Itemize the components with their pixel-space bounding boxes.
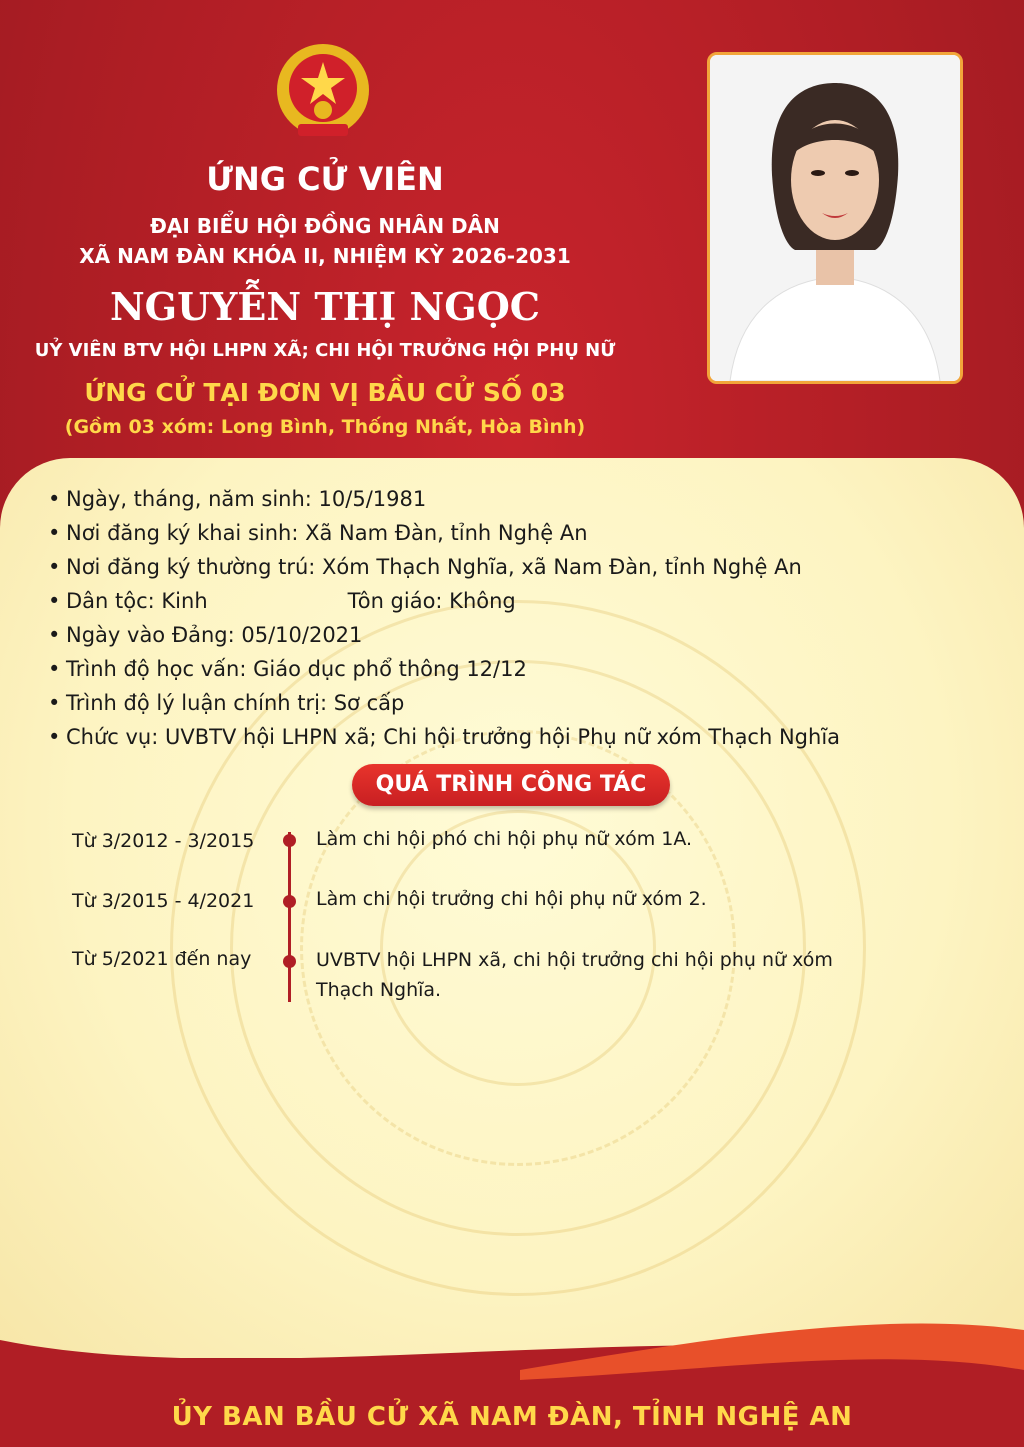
poster-title: ỨNG CỬ VIÊN xyxy=(206,160,444,198)
footer-committee: ỦY BAN BẦU CỬ XÃ NAM ĐÀN, TỈNH NGHỆ AN xyxy=(171,1402,853,1432)
timeline-dot xyxy=(283,834,296,847)
national-emblem-icon xyxy=(268,38,378,148)
info-item-ethnicity-religion: • Dân tộc: Kinh Tôn giáo: Không xyxy=(48,589,516,613)
timeline-description: UVBTV hội LHPN xã, chi hội trưởng chi hội phụ nữ xóm Thạch Nghĩa. xyxy=(316,949,833,1001)
constituency: ỨNG CỬ TẠI ĐƠN VỊ BẦU CỬ SỐ 03 xyxy=(84,378,566,407)
info-item-education: • Trình độ học vấn: Giáo dục phổ thông 12/12 xyxy=(48,657,527,681)
info-item-political-theory: • Trình độ lý luận chính trị: Sơ cấp xyxy=(48,691,405,715)
timeline-description: Làm chi hội phó chi hội phụ nữ xóm 1A. xyxy=(316,828,693,850)
info-item-party-join: • Ngày vào Đảng: 05/10/2021 xyxy=(48,623,363,647)
timeline-description: Làm chi hội trưởng chi hội phụ nữ xóm 2. xyxy=(316,888,707,910)
timeline-period: Từ 5/2021 đến nay xyxy=(72,948,252,970)
timeline-dot xyxy=(283,895,296,908)
info-item-residence: • Nơi đăng ký thường trú: Xóm Thạch Nghĩa, xã Nam Đàn, tỉnh Nghệ An xyxy=(48,555,802,579)
candidate-photo xyxy=(707,52,963,384)
timeline-dot xyxy=(283,955,296,968)
poster-subtitle-line1: ĐẠI BIỂU HỘI ĐỒNG NHÂN DÂN xyxy=(150,214,500,238)
ethnicity: Dân tộc: Kinh xyxy=(66,589,208,613)
candidate-info-list xyxy=(48,482,998,754)
timeline-line xyxy=(288,832,291,1002)
candidate-role: UỶ VIÊN BTV HỘI LHPN XÃ; CHI HỘI TRƯỞNG HỘI PHỤ NỮ xyxy=(34,340,616,361)
constituency-detail: (Gồm 03 xóm: Long Bình, Thống Nhất, Hòa Bình) xyxy=(64,416,586,438)
poster-subtitle-line2: XÃ NAM ĐÀN KHÓA II, NHIỆM KỲ 2026-2031 xyxy=(79,244,571,268)
timeline-period: Từ 3/2012 - 3/2015 xyxy=(72,830,255,852)
info-item-dob: • Ngày, tháng, năm sinh: 10/5/1981 xyxy=(48,487,427,511)
work-history-heading: QUÁ TRÌNH CÔNG TÁC xyxy=(352,764,670,806)
candidate-portrait-icon xyxy=(710,55,960,381)
info-item-position: • Chức vụ: UVBTV hội LHPN xã; Chi hội trưởng hội Phụ nữ xóm Thạch Nghĩa xyxy=(48,725,841,749)
candidate-name: NGUYỄN THỊ NGỌC xyxy=(109,284,541,329)
timeline-period: Từ 3/2015 - 4/2021 xyxy=(72,890,255,912)
religion: Tôn giáo: Không xyxy=(347,589,516,613)
info-item-birth-registration: • Nơi đăng ký khai sinh: Xã Nam Đàn, tỉnh Nghệ An xyxy=(48,521,588,545)
